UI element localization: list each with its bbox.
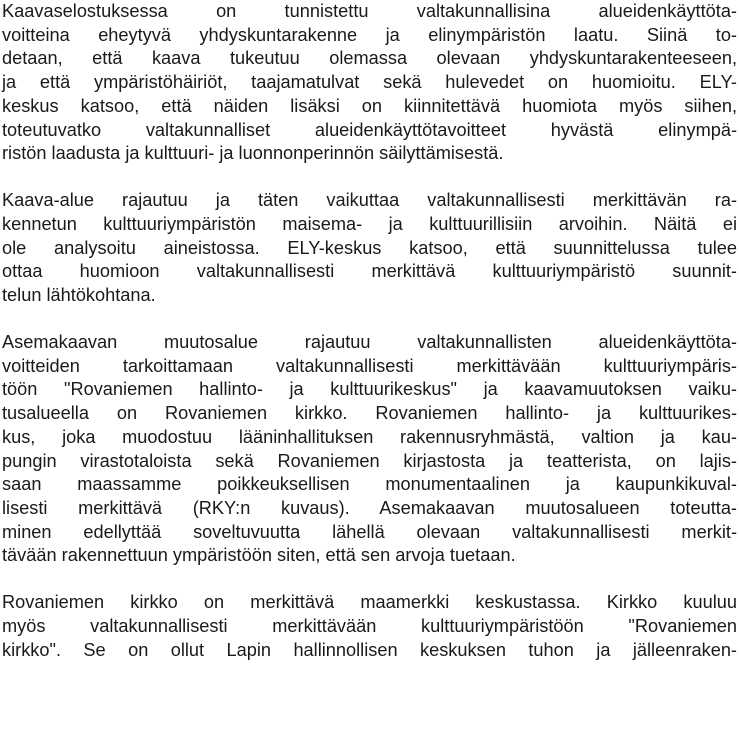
text-line: tusalueella on Rovaniemen kirkko. Rovaniemen hallinto- ja kulttuurikes- <box>2 403 737 424</box>
text-line: ole analysoitu aineistossa. ELY-keskus katsoo, että suunnittelussa tulee <box>2 237 737 258</box>
text-line: myös valtakunnallisesti merkittävään kulttuuriympäristöön "Rovaniemen <box>2 616 737 637</box>
paragraph-plan-change-area <box>2 331 737 568</box>
paragraph-national-land-use-goals <box>2 0 737 166</box>
text-line: telun lähtökohtana. <box>2 285 156 306</box>
text-line: ottaa huomioon valtakunnallisesti merkittävä kulttuuriympäristö suunnit- <box>2 261 737 282</box>
text-line: tävään rakennettuun ympäristöön siten, että sen arvoja tuetaan. <box>2 545 516 566</box>
text-line: Kaavaselostuksessa on tunnistettu valtakunnallisina alueidenkäyttöta- <box>2 1 737 21</box>
text-line: keskus katsoo, että näiden lisäksi on kiinnitettävä huomiota myös siihen, <box>2 95 737 116</box>
text-line: pungin virastotaloista sekä Rovaniemen kirjastosta ja teatterista, on lajis- <box>2 450 737 471</box>
text-line: ristön laadusta ja kulttuuri- ja luonnonperinnön säilyttämisestä. <box>2 143 504 164</box>
text-line: voitteina eheytyvä yhdyskuntarakenne ja elinympäristön laatu. Siinä to- <box>2 24 737 45</box>
text-line: töön "Rovaniemen hallinto- ja kulttuurikeskus" ja kaavamuutoksen vaiku- <box>2 379 737 400</box>
text-line: detaan, että kaava tukeutuu olemassa olevaan yhdyskuntarakenteeseen, <box>2 48 737 69</box>
text-line: toteutuvatko valtakunnalliset alueidenkäyttötavoitteet hyvästä elinympä- <box>2 119 737 140</box>
text-line: lisesti merkittävä (RKY:n kuvaus). Asemakaavan muutosalueen toteutta- <box>2 497 737 518</box>
text-line: ja että ympäristöhäiriöt, taajamatulvat sekä hulevedet on huomioitu. ELY- <box>2 72 737 93</box>
text-line: kus, joka muodostuu lääninhallituksen rakennusryhmästä, valtion ja kau- <box>2 426 737 447</box>
text-line: Asemakaavan muutosalue rajautuu valtakunnallisten alueidenkäyttöta- <box>2 332 737 353</box>
text-line: Rovaniemen kirkko on merkittävä maamerkki keskustassa. Kirkko kuuluu <box>2 592 737 613</box>
paragraph-cultural-environment <box>2 189 737 308</box>
text-line: kirkko". Se on ollut Lapin hallinnollisen keskuksen tuhon ja jälleenraken- <box>2 639 737 660</box>
text-line: minen edellyttää soveltuvuutta lähellä olevaan valtakunnallisesti merkit- <box>2 521 737 542</box>
text-line: voitteiden tarkoittamaan valtakunnallisesti merkittävään kulttuuriympäris- <box>2 355 737 376</box>
text-line: kennetun kulttuuriympäristön maisema- ja kulttuurillisiin arvoihin. Näitä ei <box>2 213 737 234</box>
text-line: saan maassamme poikkeuksellisen monumentaalinen ja kaupunkikuval- <box>2 474 737 495</box>
text-line: Kaava-alue rajautuu ja täten vaikuttaa valtakunnallisesti merkittävän ra- <box>2 190 737 211</box>
paragraph-rovaniemi-church <box>2 591 737 662</box>
